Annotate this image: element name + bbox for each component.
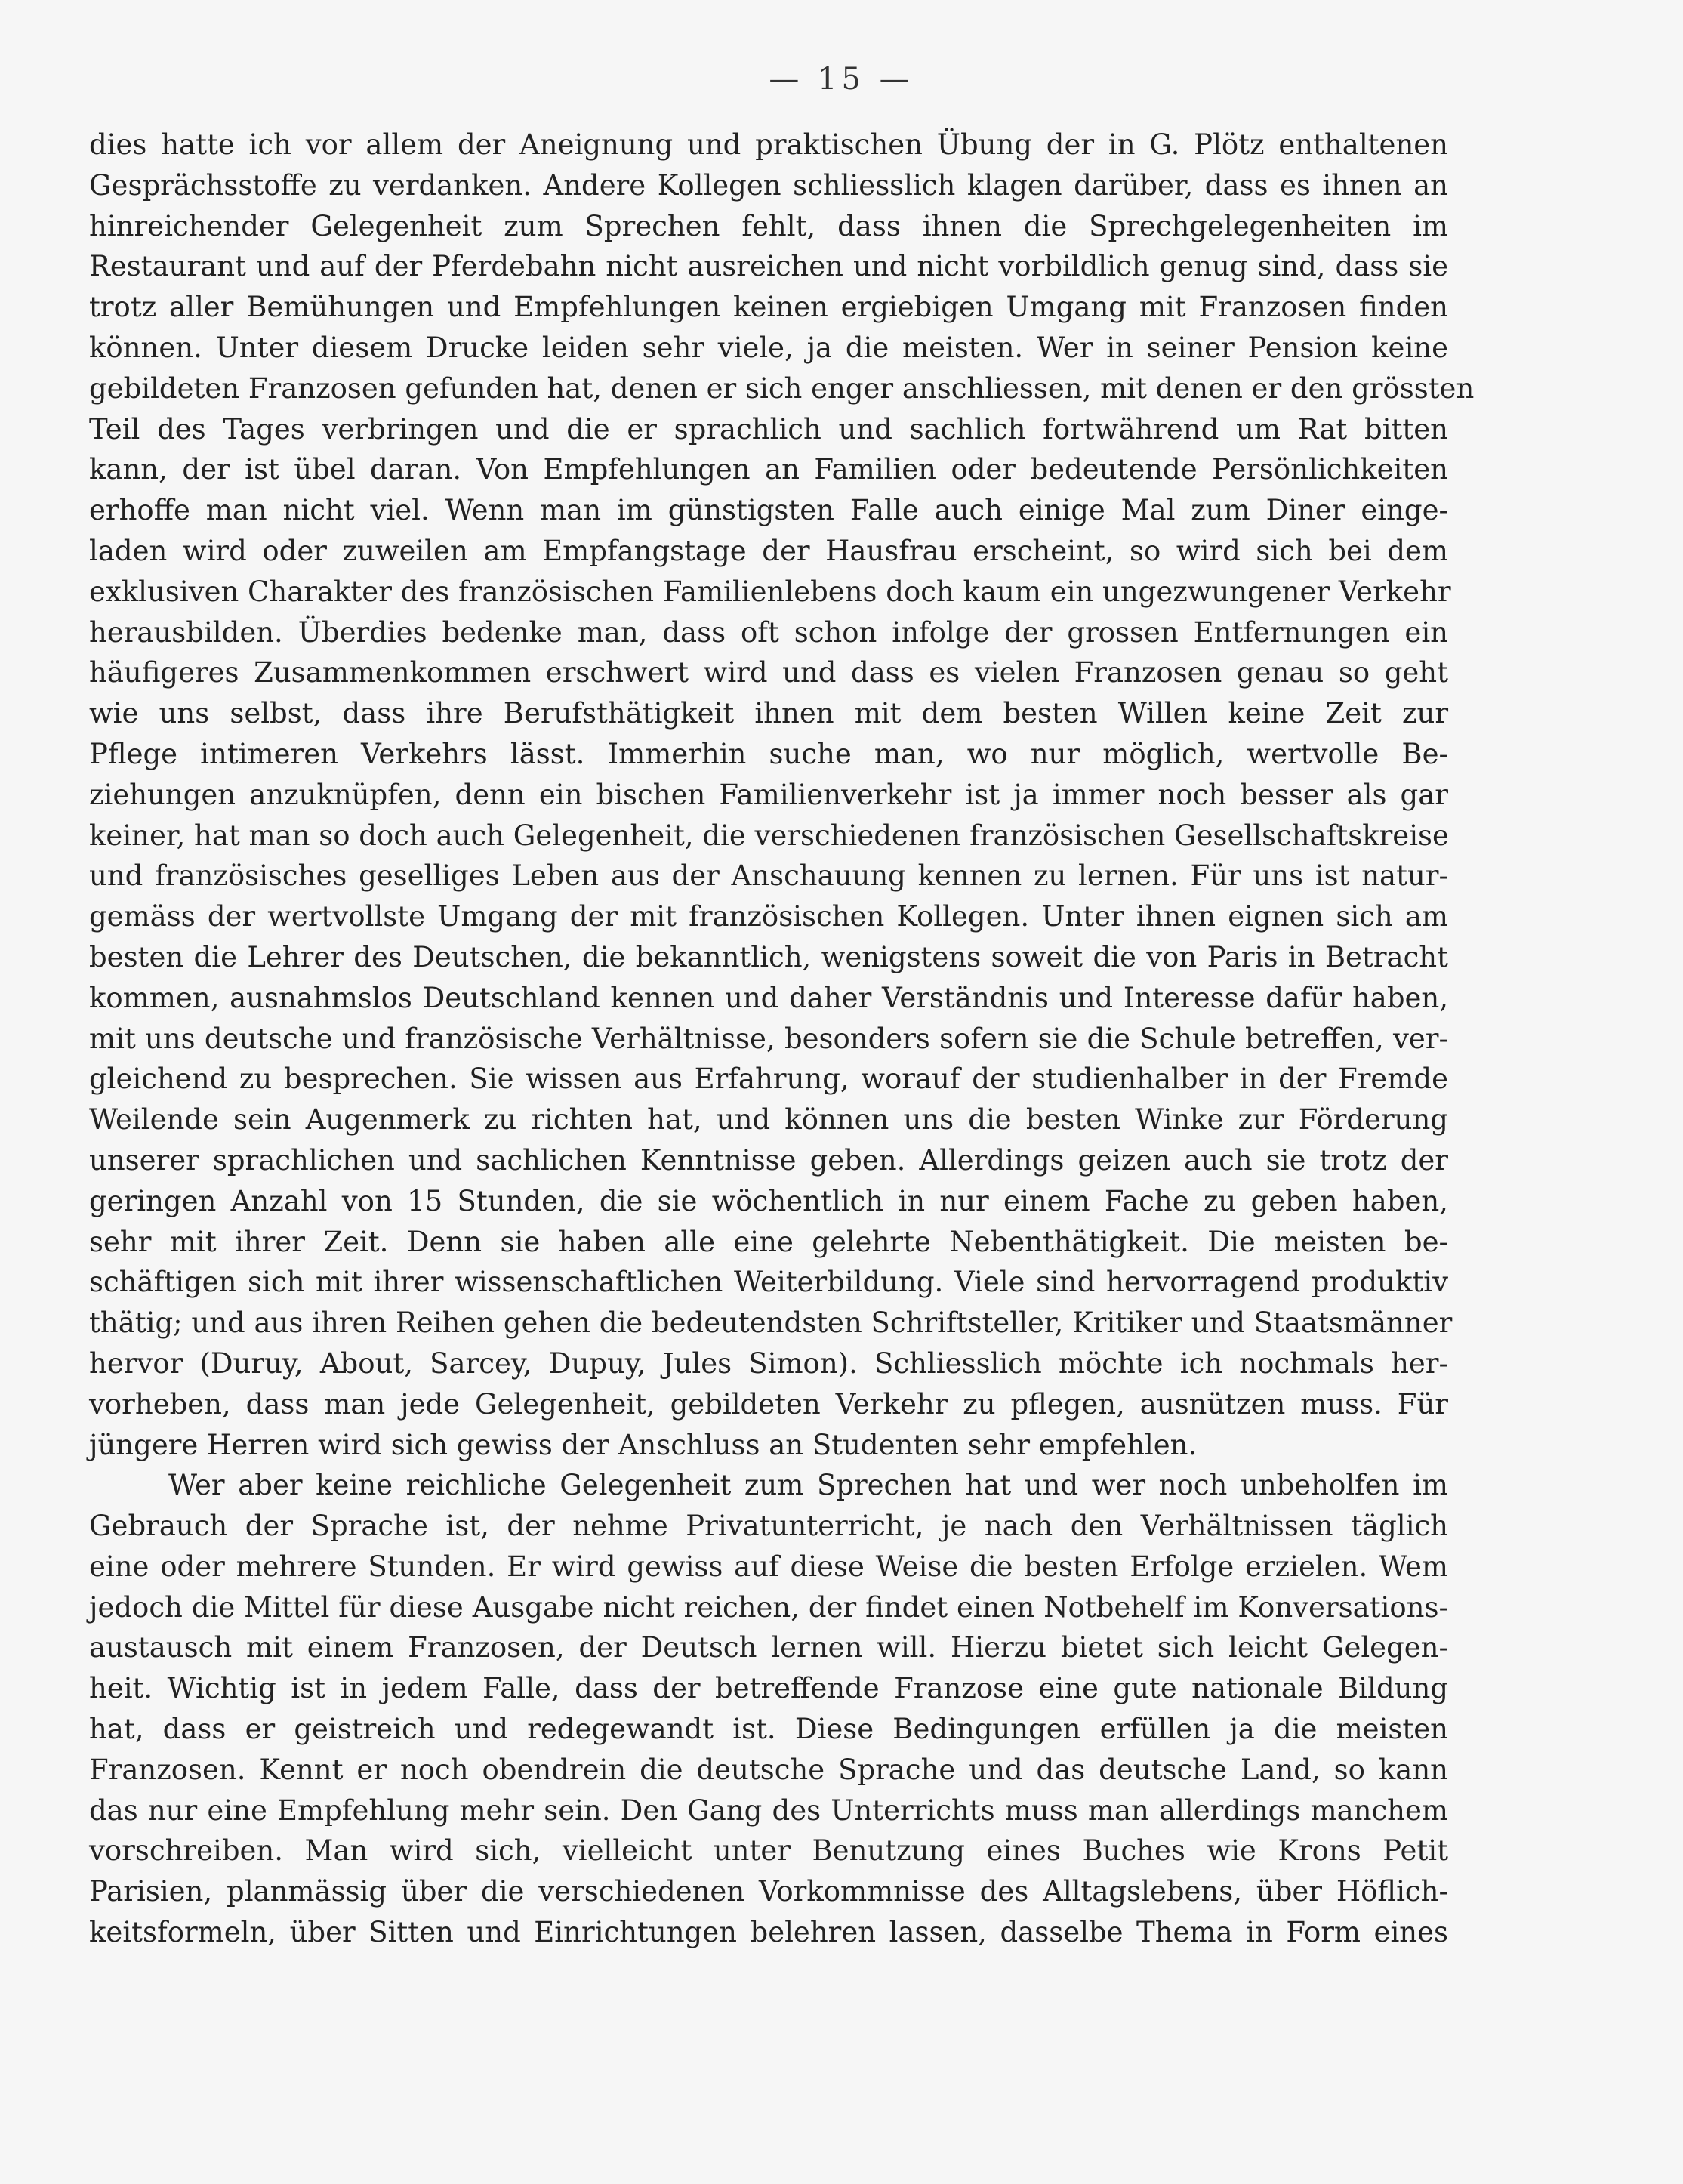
text-line: hat, dass er geistreich und redegewandt ist. Diese Bedingungen erfüllen ja die meisten xyxy=(89,1713,1448,1746)
text-line: Weilende sein Augenmerk zu richten hat, und können uns die besten Winke zur Förderung xyxy=(89,1103,1448,1137)
paragraph xyxy=(89,1465,1448,1953)
text-line: trotz aller Bemühungen und Empfehlungen keinen ergiebigen Umgang mit Franzosen finden xyxy=(89,291,1448,324)
page-text xyxy=(89,125,1475,1953)
text-line: Teil des Tages verbringen und die er sprachlich und sachlich fortwährend um Rat bitten xyxy=(89,412,1448,446)
text-line: vorschreiben. Man wird sich, vielleicht unter Benutzung eines Buches wie Krons Petit xyxy=(89,1834,1448,1868)
text-line: besten die Lehrer des Deutschen, die bekanntlich, wenigstens soweit die von Paris in Betracht xyxy=(89,940,1448,973)
text-line: schäftigen sich mit ihrer wissenschaftlichen Weiterbildung. Viele sind hervorragend produktiv xyxy=(89,1266,1448,1299)
text-line: sehr mit ihrer Zeit. Denn sie haben alle eine gelehrte Nebenthätigkeit. Die meisten be- xyxy=(89,1225,1448,1258)
text-line: jüngere Herren wird sich gewiss der Anschluss an Studenten sehr empfehlen. xyxy=(89,1428,1198,1461)
text-line: kann, der ist übel daran. Von Empfehlungen an Familien oder bedeutende Persönlichkeiten xyxy=(89,453,1448,486)
text-line: wie uns selbst, dass ihre Berufsthätigkeit ihnen mit dem besten Willen keine Zeit zur xyxy=(89,697,1448,730)
text-line: kommen, ausnahmslos Deutschland kennen und daher Verständnis und Interesse dafür haben, xyxy=(89,981,1448,1014)
paragraph xyxy=(89,125,1475,1465)
page-number: — 15 — xyxy=(769,62,914,97)
text-line: hinreichender Gelegenheit zum Sprechen fehlt, dass ihnen die Sprechgelegenheiten im xyxy=(89,209,1448,242)
text-line: jedoch die Mittel für diese Ausgabe nicht reichen, der findet einen Notbehelf im Konversations- xyxy=(89,1590,1448,1624)
text-line: Wer aber keine reichliche Gelegenheit zum Sprechen hat und wer noch unbeholfen im xyxy=(168,1469,1448,1502)
text-line: Restaurant und auf der Pferdebahn nicht ausreichen und nicht vorbildlich genug sind, dass sie xyxy=(89,250,1448,283)
text-line: gleichend zu besprechen. Sie wissen aus Erfahrung, worauf der studienhalber in der Fremde xyxy=(89,1063,1448,1096)
text-line: herausbilden. Überdies bedenke man, dass oft schon infolge der grossen Entfernungen ein xyxy=(89,615,1448,649)
text-line: können. Unter diesem Drucke leiden sehr viele, ja die meisten. Wer in seiner Pension keine xyxy=(89,331,1448,364)
text-line: mit uns deutsche und französische Verhältnisse, besonders sofern sie die Schule betreffen, ver- xyxy=(89,1022,1448,1055)
text-line: vorheben, dass man jede Gelegenheit, gebildeten Verkehr zu pflegen, ausnützen muss. Für xyxy=(89,1387,1448,1421)
text-line: Gebrauch der Sprache ist, der nehme Privatunterricht, je nach den Verhältnissen täglich xyxy=(89,1510,1448,1543)
text-line: keiner, hat man so doch auch Gelegenheit, die verschiedenen französischen Gesellschaftskreise xyxy=(89,819,1449,852)
text-line: gebildeten Franzosen gefunden hat, denen er sich enger anschliessen, mit denen er den grössten xyxy=(89,372,1475,405)
text-line: erhoffe man nicht viel. Wenn man im günstigsten Falle auch einige Mal zum Diner einge- xyxy=(89,494,1448,527)
text-line: austausch mit einem Franzosen, der Deutsch lernen will. Hierzu bietet sich leicht Gelegen- xyxy=(89,1631,1448,1664)
text-line: das nur eine Empfehlung mehr sein. Den Gang des Unterrichts muss man allerdings manchem xyxy=(89,1794,1448,1827)
text-line: häufigeres Zusammenkommen erschwert wird und dass es vielen Franzosen genau so geht xyxy=(89,656,1448,689)
text-line: ziehungen anzuknüpfen, denn ein bischen Familienverkehr ist ja immer noch besser als gar xyxy=(89,778,1448,811)
text-line: unserer sprachlichen und sachlichen Kenntnisse geben. Allerdings geizen auch sie trotz der xyxy=(89,1143,1448,1177)
text-line: laden wird oder zuweilen am Empfangstage der Hausfrau erscheint, so wird sich bei dem xyxy=(89,534,1448,567)
text-line: keitsformeln, über Sitten und Einrichtungen belehren lassen, dasselbe Thema in Form eines xyxy=(89,1916,1448,1949)
text-line: und französisches geselliges Leben aus der Anschauung kennen zu lernen. Für uns ist natur- xyxy=(89,859,1448,893)
text-line: Pflege intimeren Verkehrs lässt. Immerhin suche man, wo nur möglich, wertvolle Be- xyxy=(89,737,1448,770)
text-line: thätig; und aus ihren Reihen gehen die bedeutendsten Schriftsteller, Kritiker und Staatsmänner xyxy=(89,1306,1453,1340)
text-line: dies hatte ich vor allem der Aneignung und praktischen Übung der in G. Plötz enthaltenen xyxy=(89,128,1448,161)
text-line: hervor (Duruy, About, Sarcey, Dupuy, Jules Simon). Schliesslich möchte ich nochmals her- xyxy=(89,1346,1448,1380)
text-line: Franzosen. Kennt er noch obendrein die deutsche Sprache und das deutsche Land, so kann xyxy=(89,1753,1448,1786)
text-line: Parisien, planmässig über die verschiedenen Vorkommnisse des Alltagslebens, über Höflich- xyxy=(89,1875,1448,1908)
text-line: exklusiven Charakter des französischen Familienlebens doch kaum ein ungezwungener Verkehr xyxy=(89,575,1451,608)
text-line: Gesprächsstoffe zu verdanken. Andere Kollegen schliesslich klagen darüber, dass es ihnen an xyxy=(89,168,1448,202)
text-line: eine oder mehrere Stunden. Er wird gewiss auf diese Weise die besten Erfolge erzielen. Wem xyxy=(89,1550,1448,1583)
text-line: heit. Wichtig ist in jedem Falle, dass der betreffende Franzose eine gute nationale Bildung xyxy=(89,1672,1448,1705)
text-line: geringen Anzahl von 15 Stunden, die sie wöchentlich in nur einem Fache zu geben haben, xyxy=(89,1184,1448,1217)
text-line: gemäss der wertvollste Umgang der mit französischen Kollegen. Unter ihnen eignen sich am xyxy=(89,900,1448,933)
